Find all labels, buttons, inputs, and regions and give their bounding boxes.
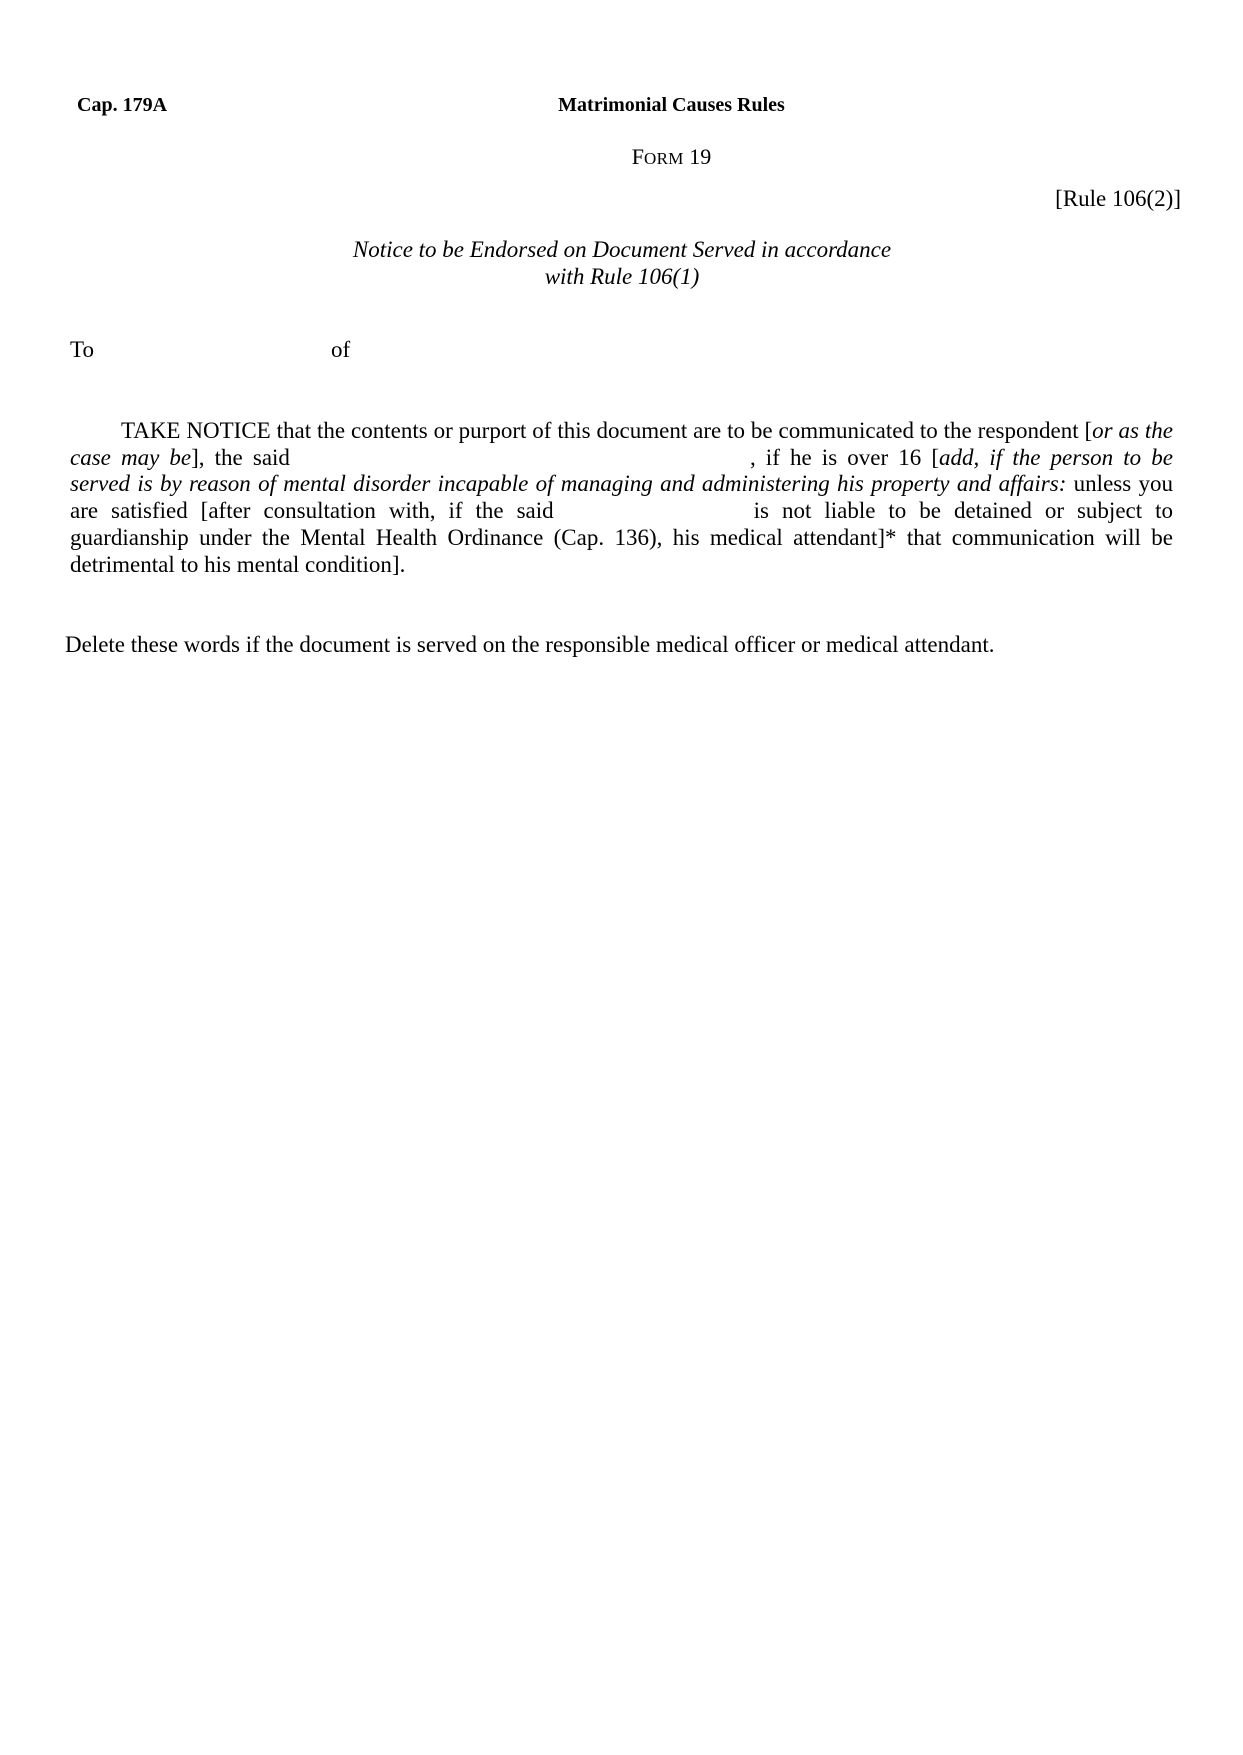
notice-title [300, 236, 944, 290]
body-italic-2: add, if the person to be served is by reason of mental disorder incapable of managing and administering his property and affairs: [70, 444, 1173, 497]
footnote: Delete these words if the document is served on the responsible medical officer or medical attendant. [65, 632, 995, 657]
of-label: of [331, 337, 351, 362]
form-number [450, 144, 893, 170]
notice-title-line1: Notice to be Endorsed on Document Served in accordance [352, 237, 892, 262]
body-text-3: , if he is over 16 [ [749, 444, 940, 470]
form-label-initial: F [631, 144, 645, 169]
body-text-5: is not liable to be detained or subject to guardianship under the Mental Health Ordinance (Cap. 136), his medical attendant]* that communication will be detrimental to his mental condition]. [70, 498, 1173, 577]
form-number-value: 19 [683, 144, 712, 169]
body-italic-1: or as the case may be [70, 418, 1174, 470]
body-text-1: TAKE NOTICE that the contents or purport of this document are to be communicated to the respondent [ [121, 418, 1093, 443]
form-label-rest: ORM [644, 149, 684, 168]
rule-reference: [Rule 106(2)] [1055, 186, 1181, 211]
to-label: To [70, 337, 94, 362]
notice-body [70, 418, 1173, 578]
body-text-4: unless you are satisfied [after consultation with, if the said [70, 471, 1173, 524]
document-title: Matrimonial Causes Rules [558, 94, 785, 116]
chapter-number: Cap. 179A [77, 94, 168, 116]
notice-title-line2: with Rule 106(1) [544, 264, 700, 289]
body-text-2: ], the said [191, 444, 290, 470]
